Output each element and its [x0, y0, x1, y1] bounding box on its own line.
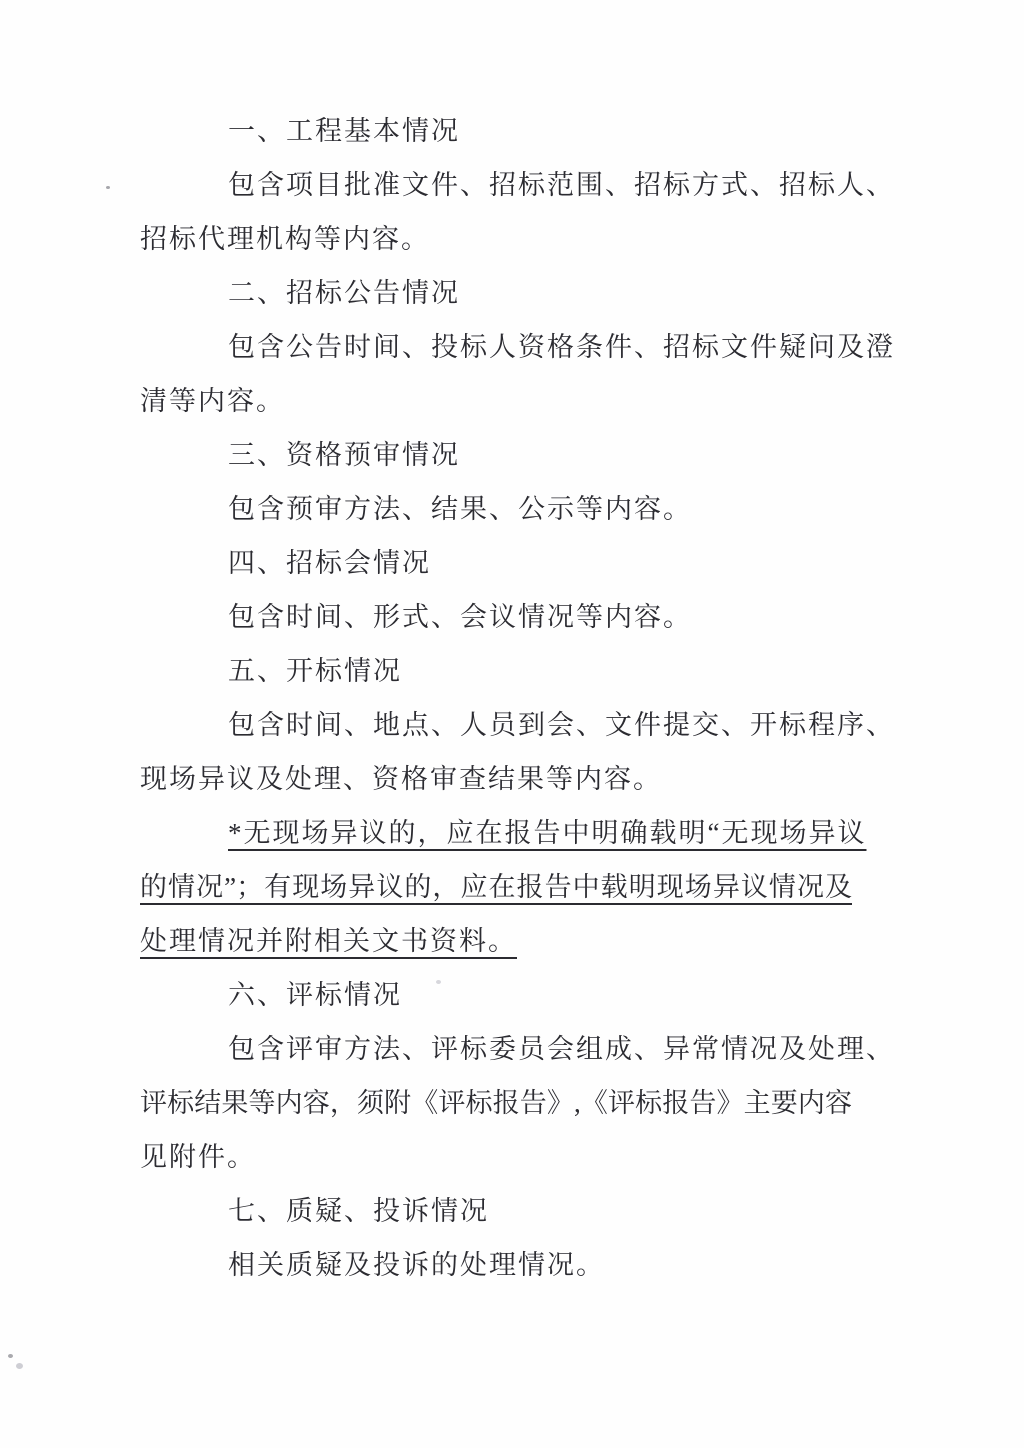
text-line-s2-body-1: [140, 320, 895, 374]
text-line-s5-title: [140, 644, 852, 698]
text-s6-body-2: 评标结果等内容，须附《评标报告》,《评标报告》主要内容: [140, 1088, 852, 1118]
text-s4-body: 包含时间、形式、会议情况等内容。: [228, 602, 692, 632]
text-line-s1-title: [140, 104, 852, 158]
text-line-s5-body-2: [140, 752, 852, 806]
text-s5-body-1: 包含时间、地点、人员到会、文件提交、开标程序、: [228, 710, 895, 740]
text-s2-body-2: 清等内容。: [140, 386, 285, 416]
text-s2-body-1: 包含公告时间、投标人资格条件、招标文件疑问及澄: [228, 332, 895, 362]
text-line-s6-body-1: [140, 1022, 895, 1076]
text-line-s4-body: [140, 590, 852, 644]
text-line-s2-body-2: [140, 374, 852, 428]
text-s3-title: 三、资格预审情况: [228, 440, 460, 470]
underlined-text-s5-note-2: 的情况”；有现场异议的，应在报告中载明现场异议情况及: [140, 872, 852, 902]
text-line-s4-title: [140, 536, 852, 590]
underlined-text-s5-note-3: 处理情况并附相关文书资料。: [140, 926, 517, 956]
text-s1-body-2: 招标代理机构等内容。: [140, 224, 430, 254]
text-line-s7-body: [140, 1238, 852, 1292]
document-text-block: [140, 104, 895, 1292]
text-line-s6-title: [140, 968, 852, 1022]
text-s4-title: 四、招标会情况: [228, 548, 431, 578]
text-s1-title: 一、工程基本情况: [228, 116, 460, 146]
scan-speck: [8, 1354, 13, 1358]
text-line-s5-note-1: [140, 806, 867, 860]
text-s6-body-1: 包含评审方法、评标委员会组成、异常情况及处理、: [228, 1034, 895, 1064]
text-line-s1-body-2: [140, 212, 852, 266]
text-line-s2-title: [140, 266, 852, 320]
scan-speck: [436, 980, 441, 984]
text-line-s5-note-2: [140, 860, 852, 914]
text-s2-title: 二、招标公告情况: [228, 278, 460, 308]
text-line-s6-body-3: [140, 1130, 852, 1184]
text-s1-body-1: 包含项目批准文件、招标范围、招标方式、招标人、: [228, 170, 895, 200]
underlined-text-s5-note-1: *无现场异议的，应在报告中明确载明“无现场异议: [228, 818, 867, 848]
text-line-s5-note-3: [140, 914, 852, 968]
text-line-s6-body-2: [140, 1076, 852, 1130]
scan-speck: [16, 1363, 23, 1369]
text-line-s7-title: [140, 1184, 852, 1238]
text-s7-title: 七、质疑、投诉情况: [228, 1196, 489, 1226]
text-line-s3-title: [140, 428, 852, 482]
text-s7-body: 相关质疑及投诉的处理情况。: [228, 1250, 605, 1280]
text-line-s1-body-1: [140, 158, 895, 212]
text-s5-title: 五、开标情况: [228, 656, 402, 686]
text-s5-body-2: 现场异议及处理、资格审查结果等内容。: [140, 764, 662, 794]
text-s6-title: 六、评标情况: [228, 980, 402, 1010]
text-s3-body: 包含预审方法、结果、公示等内容。: [228, 494, 692, 524]
text-line-s3-body: [140, 482, 852, 536]
text-s6-body-3: 见附件。: [140, 1142, 256, 1172]
text-line-s5-body-1: [140, 698, 895, 752]
scan-speck: [106, 186, 110, 189]
